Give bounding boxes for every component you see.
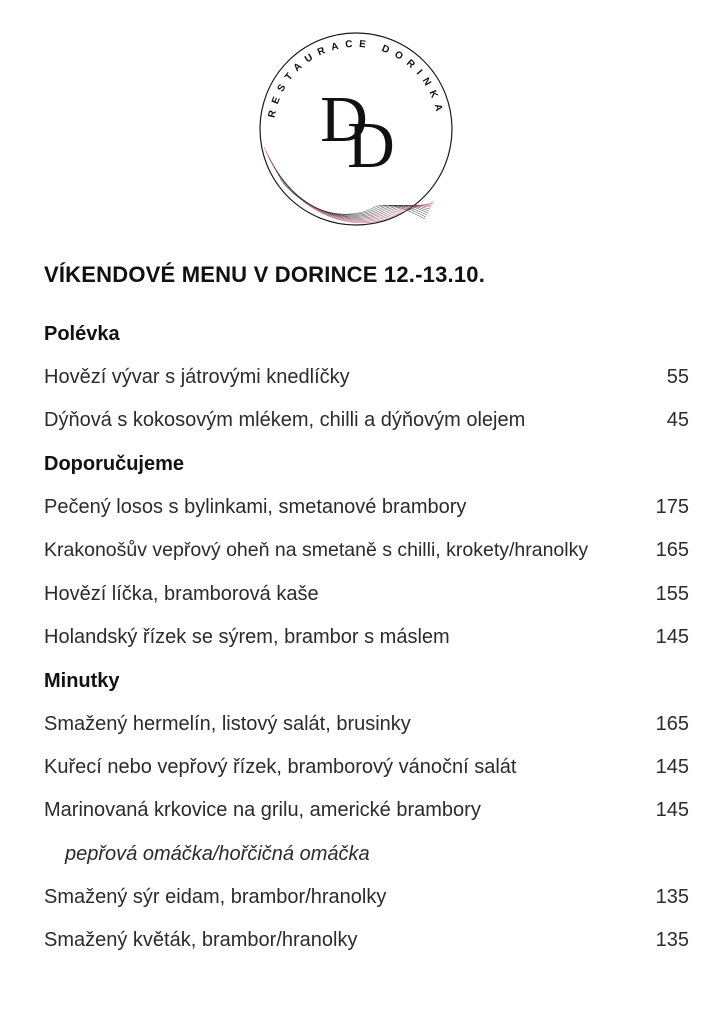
menu-item-price: 145: [655, 626, 689, 648]
restaurant-logo: [256, 29, 456, 229]
menu-item-price: 45: [666, 409, 689, 431]
menu-item-name: Marinovaná krkovice na grilu, americké brambory: [44, 799, 481, 821]
menu-item-price: 155: [655, 583, 689, 605]
menu-item-price: 145: [655, 799, 689, 821]
menu-item-price: 135: [655, 929, 689, 951]
menu-item-name: Hovězí vývar s játrovými knedlíčky: [44, 366, 350, 388]
menu-item-name: Kuřecí nebo vepřový řízek, bramborový vánoční salát: [44, 756, 517, 778]
menu-item-price: 135: [655, 886, 689, 908]
section-title-doporucujeme: Doporučujeme: [44, 453, 185, 475]
menu-item-price: 165: [655, 713, 689, 735]
menu-item-name: Dýňová s kokosovým mlékem, chilli a dýňovým olejem: [44, 409, 526, 431]
menu-item-name: Holandský řízek se sýrem, brambor s máslem: [44, 626, 450, 648]
menu-item-price: 175: [655, 496, 689, 518]
menu-title: VÍKENDOVÉ MENU V DORINCE 12.-13.10.: [44, 262, 486, 287]
menu-item-name: Smažený sýr eidam, brambor/hranolky: [44, 886, 387, 908]
section-title-minutky: Minutky: [44, 670, 120, 692]
menu-item-name: Pečený losos s bylinkami, smetanové brambory: [44, 496, 467, 518]
menu-item-name: Smažený hermelín, listový salát, brusinky: [44, 713, 411, 735]
logo-monogram-right: D: [347, 109, 395, 182]
menu-item-name: Smažený květák, brambor/hranolky: [44, 929, 358, 951]
menu-item-price: 165: [655, 539, 689, 561]
menu-item-name: Hovězí líčka, bramborová kaše: [44, 583, 319, 605]
menu-item-price: 145: [655, 756, 689, 778]
menu-item-price: 55: [666, 366, 689, 388]
sauce-note: pepřová omáčka/hořčičná omáčka: [65, 843, 370, 865]
logo-monogram-left: D: [320, 83, 368, 156]
logo-ring-text: RESTAURACE DORINKA: [266, 38, 446, 119]
menu-item-name: Krakonošův vepřový oheň na smetaně s chilli, krokety/hranolky: [44, 539, 589, 561]
section-title-polevka: Polévka: [44, 323, 120, 345]
